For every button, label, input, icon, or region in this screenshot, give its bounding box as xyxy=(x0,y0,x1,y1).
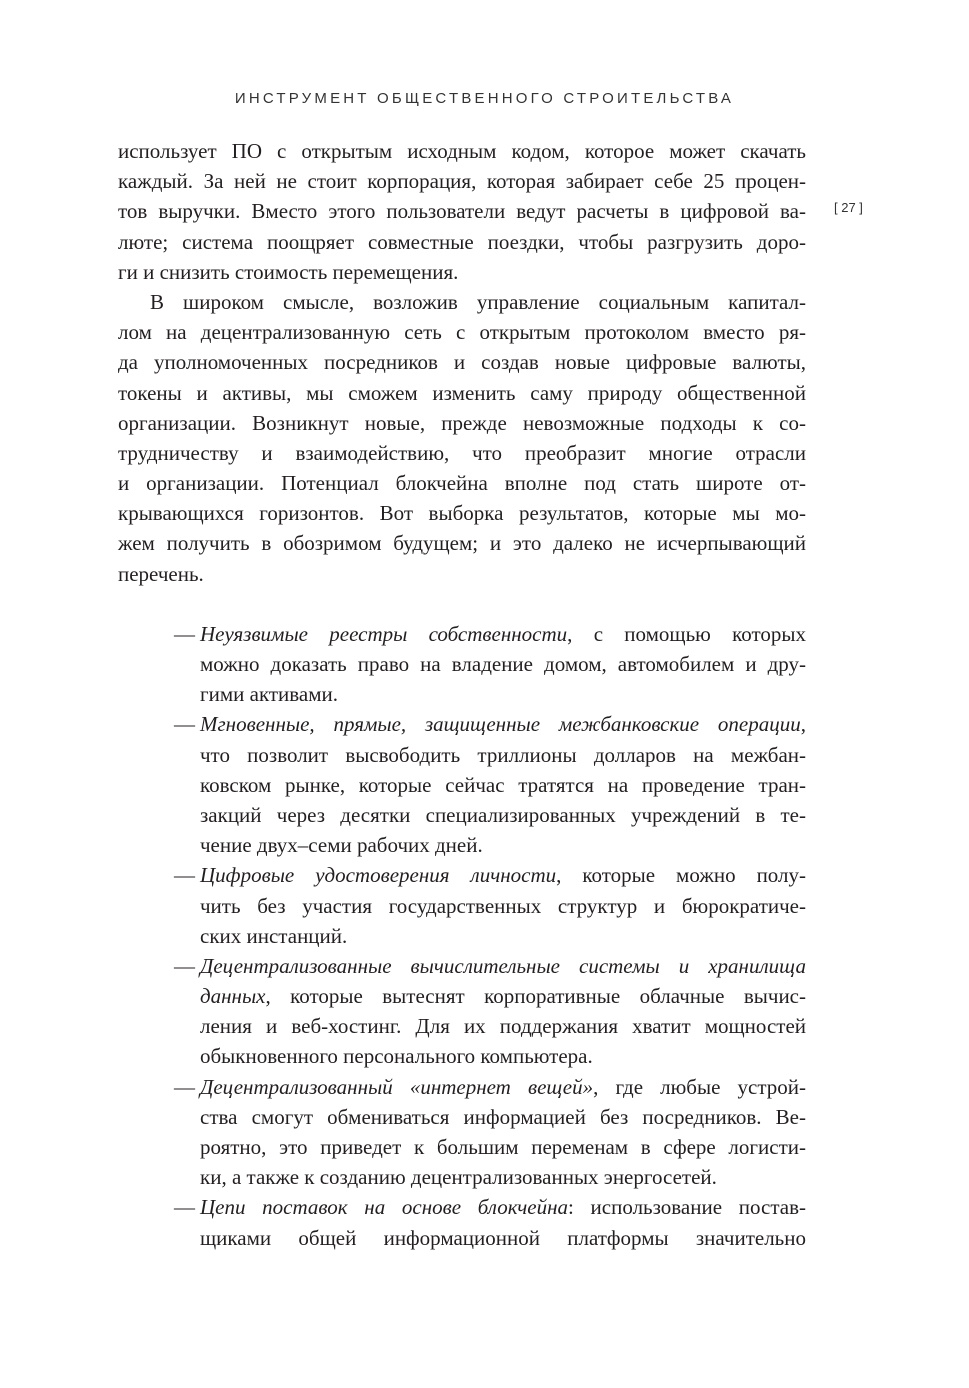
text-run: , xyxy=(800,712,806,737)
text-run: ления и веб-хостинг. Для их поддержания хватит мощностей xyxy=(200,1014,806,1039)
text-run: каждый. За ней не стоит корпорация, которая забирает себе 25 процен- xyxy=(118,169,806,194)
text-run: закций через десятки специализированных учреждений в те- xyxy=(200,802,806,827)
list-item xyxy=(118,1072,806,1193)
text-run: , которые можно полу- xyxy=(556,863,807,888)
text-line xyxy=(118,317,806,347)
list-item xyxy=(118,1192,806,1252)
page-number: [ 27 ] xyxy=(834,200,863,215)
italic-term: Мгновенные, прямые, защищенные межбанковские операции xyxy=(200,712,801,737)
italic-term: данных xyxy=(200,984,266,1009)
text-line xyxy=(118,438,806,468)
text-line xyxy=(200,891,806,921)
text-line xyxy=(200,709,806,739)
italic-term: Цифровые удостоверения личности xyxy=(200,863,557,888)
text-run: ства смогут обмениваться информацией без посредников. Ве- xyxy=(200,1104,806,1129)
text-line xyxy=(118,528,806,558)
text-run: крывающихся горизонтов. Вот выборка результатов, которые мы мо- xyxy=(118,501,806,526)
text-run: трудничеству и взаимодействию, что преобразит многие отрасли xyxy=(118,440,806,465)
text-run: роятно, это приведет к большим переменам в сфере логисти- xyxy=(200,1135,806,1159)
text-run: : использование постав- xyxy=(568,1195,806,1220)
text-line xyxy=(118,257,806,287)
text-line xyxy=(200,860,806,890)
body-text xyxy=(118,136,806,1253)
text-line xyxy=(118,468,806,498)
running-head: ИНСТРУМЕНТ ОБЩЕСТВЕННОГО СТРОИТЕЛЬСТВА xyxy=(234,90,735,107)
text-line xyxy=(200,679,806,709)
text-run: токены и активы, мы сможем изменить саму природу общественной xyxy=(118,380,806,405)
list-item xyxy=(118,951,806,1072)
text-line xyxy=(200,1132,806,1162)
text-run: щиками общей информационной платформы значительно xyxy=(200,1225,806,1250)
dash-marker: — xyxy=(174,712,195,737)
text-run: перечень. xyxy=(118,561,204,586)
dash-marker: — xyxy=(174,1195,195,1220)
text-run: чение двух–семи рабочих дней. xyxy=(200,833,483,858)
text-line xyxy=(118,559,806,589)
text-run: люте; система поощряет совместные поездки, чтобы разгрузить доро- xyxy=(118,229,806,254)
text-line xyxy=(200,951,806,981)
text-line xyxy=(200,1041,806,1071)
text-line xyxy=(200,1102,806,1132)
text-line xyxy=(200,921,806,951)
text-line xyxy=(200,981,806,1011)
text-line xyxy=(200,1162,806,1192)
text-run: что позволит высвободить триллионы долларов на межбан- xyxy=(200,742,806,767)
text-run: можно доказать право на владение домом, автомобилем и дру- xyxy=(200,652,806,676)
paragraphs xyxy=(118,136,806,589)
text-line xyxy=(200,740,806,770)
text-line xyxy=(118,227,806,257)
dash-marker: — xyxy=(174,621,195,646)
text-run: , с помощью которых xyxy=(567,621,806,646)
bullet-list xyxy=(118,619,806,1253)
dash-marker: — xyxy=(174,953,195,978)
text-line xyxy=(118,498,806,528)
text-line xyxy=(200,770,806,800)
text-line xyxy=(200,830,806,860)
text-line xyxy=(200,1072,806,1102)
text-line xyxy=(200,619,806,649)
paragraph xyxy=(118,287,806,589)
text-line xyxy=(118,166,806,196)
text-line xyxy=(200,800,806,830)
text-line xyxy=(200,1011,806,1041)
text-line xyxy=(200,1192,806,1222)
text-line xyxy=(118,347,806,377)
dash-marker: — xyxy=(174,1074,195,1099)
text-line xyxy=(118,378,806,408)
text-run: использует ПО с открытым исходным кодом, которое может скачать xyxy=(118,139,806,163)
text-run: ских инстанций. xyxy=(200,923,348,948)
text-run: тов выручки. Вместо этого пользователи ведут расчеты в цифровой ва- xyxy=(118,199,806,224)
italic-term: Децентрализованные вычислительные системы и хранилища xyxy=(200,953,806,978)
text-run: , которые вытеснят корпоративные облачные вычис- xyxy=(265,984,806,1009)
text-run: ки, а также к созданию децентрализованных энергосетей. xyxy=(200,1165,717,1190)
text-line xyxy=(118,136,806,166)
list-item xyxy=(118,709,806,860)
paragraph xyxy=(118,136,806,287)
text-run: чить без участия государственных структур и бюрократиче- xyxy=(200,893,806,918)
text-run: организации. Возникнут новые, прежде невозможные подходы к со- xyxy=(118,410,806,435)
dash-marker: — xyxy=(174,863,195,888)
text-run: лом на децентрализованную сеть с открытым протоколом вместо ря- xyxy=(118,320,806,345)
list-item xyxy=(118,619,806,710)
text-run: да уполномоченных посредников и создав новые цифровые валюты, xyxy=(118,350,806,375)
text-run: ковском рынке, которые сейчас тратятся на проведение тран- xyxy=(200,772,806,797)
list-item xyxy=(118,860,806,951)
text-run: В широком смысле, возложив управление социальным капитал- xyxy=(150,289,806,314)
text-run: , где любые устрой- xyxy=(593,1074,806,1099)
italic-term: Неуязвимые реестры собственности xyxy=(200,621,568,646)
text-line xyxy=(200,1223,806,1253)
italic-term: Децентрализованный «интернет вещей» xyxy=(200,1074,594,1099)
text-run: и организации. Потенциал блокчейна вполне под стать широте от- xyxy=(118,471,806,496)
text-line xyxy=(118,196,806,226)
text-run: обыкновенного персонального компьютера. xyxy=(200,1044,593,1069)
text-run: гими активами. xyxy=(200,682,339,707)
italic-term: Цепи поставок на основе блокчейна xyxy=(200,1195,569,1220)
text-line xyxy=(118,408,806,438)
text-line xyxy=(118,287,806,317)
text-line xyxy=(200,649,806,679)
text-run: ги и снизить стоимость перемещения. xyxy=(118,259,459,284)
text-run: жем получить в обозримом будущем; и это далеко не исчерпывающий xyxy=(118,531,806,556)
